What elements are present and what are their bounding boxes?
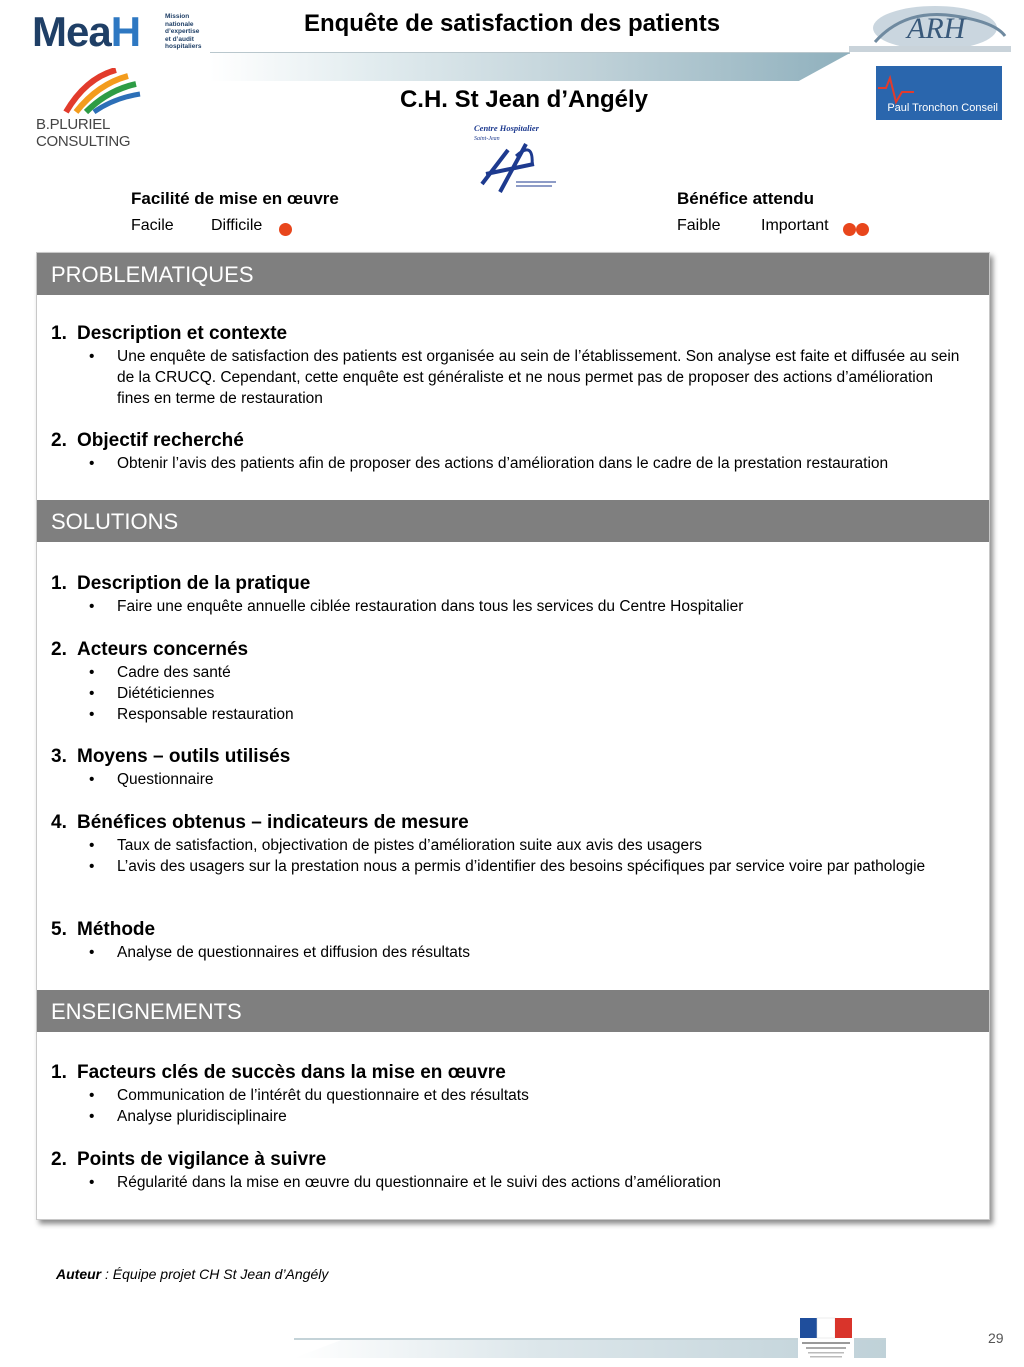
section-item-heading: [51, 323, 287, 345]
rating-dot-icon: [843, 223, 856, 236]
ease-rating-dots: [279, 221, 292, 239]
meah-tagline-line: et d’audit: [165, 35, 194, 43]
bullet-glyph: •: [89, 944, 95, 961]
section-item-heading: [51, 919, 155, 941]
benefit-low-label: Faible: [677, 217, 721, 234]
paul-tronchon-logo: [876, 66, 1002, 120]
page-title: Enquête de satisfaction des patients: [303, 10, 721, 37]
bpluriel-text: B.PLURIEL CONSULTING: [36, 116, 131, 150]
section-item-heading: [51, 639, 248, 661]
item-title: Moyens – outils utilisés: [77, 746, 291, 767]
bullet-text: L’avis des usagers sur la prestation nous a permis d’identifier des besoins spécifiques par service voire par pathologie: [117, 858, 926, 875]
bullet-item: [89, 856, 969, 877]
page-number: 29: [988, 1330, 1004, 1346]
page-subtitle: C.H. St Jean d’Angély: [399, 86, 649, 113]
item-number: 2.: [51, 1149, 67, 1170]
meah-tagline-line: nationale: [165, 20, 194, 28]
meah-tagline-line: d’expertise: [165, 28, 200, 35]
bullet-item: [89, 942, 969, 963]
svg-text:Saint-Jean: Saint-Jean: [474, 136, 500, 142]
bullet-text: Analyse pluridisciplinaire: [117, 1108, 287, 1125]
benefit-title: Bénéfice attendu: [677, 189, 814, 208]
bullet-text: Cadre des santé: [117, 664, 231, 681]
bullet-glyph: •: [89, 706, 95, 723]
bullet-glyph: •: [89, 348, 95, 365]
item-number: 4.: [51, 812, 67, 833]
section-bar-enseignements: [37, 990, 989, 1032]
item-title: Description et contexte: [77, 323, 288, 344]
author-label: Auteur: [56, 1266, 102, 1282]
bullet-item: [89, 346, 969, 409]
ease-title: Facilité de mise en œuvre: [131, 189, 339, 208]
bullet-text: Diététiciennes: [117, 685, 215, 702]
meah-tagline-line: hospitaliers: [165, 43, 202, 50]
bullet-glyph: •: [89, 664, 95, 681]
bullet-item: [89, 453, 969, 474]
item-title: Facteurs clés de succès dans la mise en œuvre: [77, 1062, 506, 1083]
bullet-text: Analyse de questionnaires et diffusion des résultats: [117, 944, 470, 961]
section-item-heading: [51, 430, 244, 452]
bullet-glyph: •: [89, 858, 95, 875]
section-item-heading: [51, 746, 290, 768]
section-item-heading: [51, 1062, 506, 1084]
bullet-glyph: •: [89, 771, 95, 788]
section-bar-solutions: [37, 500, 989, 542]
bullet-item: [89, 704, 969, 725]
centre-hospitalier-logo: [472, 122, 562, 210]
item-title: Méthode: [77, 919, 156, 940]
bullet-glyph: •: [89, 1087, 95, 1104]
bullet-item: [89, 835, 969, 856]
bullet-text: Responsable restauration: [117, 706, 294, 723]
ease-high-label: Difficile: [211, 217, 263, 234]
item-number: 1.: [51, 323, 67, 344]
benefit-high-label: Important: [761, 217, 829, 234]
item-number: 1.: [51, 1062, 67, 1083]
bullet-glyph: •: [89, 685, 95, 702]
section-title: ENSEIGNEMENTS: [51, 999, 242, 1024]
bullet-glyph: •: [89, 837, 95, 854]
bullet-item: [89, 1085, 969, 1106]
bullet-item: [89, 683, 969, 704]
content-panel: [36, 252, 990, 1220]
svg-text:ARH: ARH: [907, 12, 966, 45]
bullet-item: [89, 769, 969, 790]
section-bar-problematiques: [37, 253, 989, 295]
item-number: 5.: [51, 919, 67, 940]
bullet-text: Communication de l’intérêt du questionnaire et des résultats: [117, 1087, 529, 1104]
meah-wordmark-start: Mea: [32, 8, 111, 55]
item-number: 2.: [51, 639, 67, 660]
bullet-glyph: •: [89, 1108, 95, 1125]
bullet-text: Une enquête de satisfaction des patients est organisée au sein de l’établissement. Son analyse est faite et diffusée au sein de la CRUCQ. Cependant, cette enquête est généraliste et ne nous permet pas de proposer des actions d’amélioration fines en terme de restauration: [117, 348, 960, 407]
bullet-item: [89, 1172, 969, 1193]
item-title: Objectif recherché: [77, 430, 244, 451]
section-item-heading: [51, 573, 310, 595]
rating-dot-icon: [856, 223, 869, 236]
rating-dot-icon: [279, 223, 292, 236]
item-number: 1.: [51, 573, 67, 594]
item-title: Points de vigilance à suivre: [77, 1149, 327, 1170]
bullet-text: Questionnaire: [117, 771, 214, 788]
author-value: : Équipe projet CH St Jean d’Angély: [101, 1266, 329, 1282]
section-title: PROBLEMATIQUES: [51, 262, 254, 287]
paul-tronchon-text: Paul Tronchon Conseil: [887, 102, 998, 114]
section-item-heading: [51, 1149, 326, 1171]
bullet-text: Régularité dans la mise en œuvre du questionnaire et le suivi des actions d’amélioration: [117, 1174, 721, 1191]
svg-text:Centre Hospitalier: Centre Hospitalier: [474, 123, 539, 133]
bullet-glyph: •: [89, 598, 95, 615]
bullet-glyph: •: [89, 455, 95, 472]
bullet-item: [89, 662, 969, 683]
arh-logo: [845, 2, 1015, 58]
item-number: 2.: [51, 430, 67, 451]
bullet-item: [89, 1106, 969, 1127]
bpluriel-logo: [36, 68, 206, 150]
author-credit: [56, 1266, 328, 1282]
bullet-glyph: •: [89, 1174, 95, 1191]
header-band: [210, 53, 850, 81]
benefit-rating-dots: [843, 221, 869, 239]
bullet-text: Taux de satisfaction, objectivation de pistes d’amélioration suite aux avis des usagers: [117, 837, 703, 854]
section-title: SOLUTIONS: [51, 509, 179, 534]
meah-tagline-line: Mission: [165, 13, 190, 20]
bullet-text: Faire une enquête annuelle ciblée restauration dans tous les services du Centre Hospitalier: [117, 598, 744, 615]
republique-francaise-logo: [798, 1316, 854, 1362]
section-item-heading: [51, 812, 469, 834]
meah-wordmark-end: H: [110, 8, 141, 55]
bullet-item: [89, 596, 969, 617]
item-title: Description de la pratique: [77, 573, 311, 594]
ease-low-label: Facile: [131, 217, 174, 234]
item-number: 3.: [51, 746, 67, 767]
item-title: Bénéfices obtenus – indicateurs de mesure: [77, 812, 469, 833]
bullet-text: Obtenir l’avis des patients afin de proposer des actions d’amélioration dans le cadre de la prestation restauration: [117, 455, 889, 472]
item-title: Acteurs concernés: [77, 639, 249, 660]
